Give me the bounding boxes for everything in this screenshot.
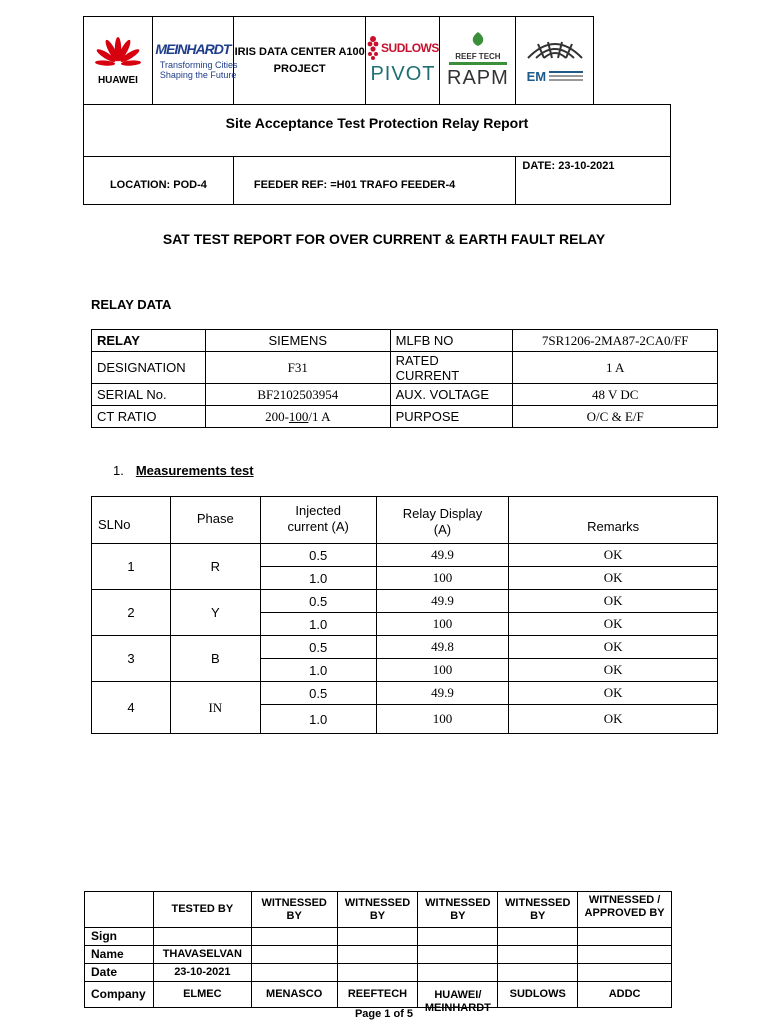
reeftech-leaf-icon: [467, 31, 489, 47]
meinhardt-tagline-1: Transforming Cities: [159, 60, 238, 70]
remarks-cell: OK: [509, 636, 718, 659]
company-line-1: MENASCO: [266, 988, 323, 1000]
sign-cell: [498, 928, 578, 946]
header-line-2: BY: [369, 909, 386, 922]
sudlows-flower-icon: [367, 35, 379, 61]
display-cell: 100: [376, 705, 509, 734]
signoff-header: [498, 892, 578, 928]
col-header-display: [376, 497, 509, 544]
ct-ratio-label: CT RATIO: [92, 406, 206, 428]
meinhardt-wordmark: MEINHARDT: [155, 41, 231, 57]
injected-cell: 1.0: [260, 659, 376, 682]
meinhardt-tagline-2: Shaping the Future: [159, 70, 237, 80]
row-label-company: Company: [85, 982, 154, 1008]
main-title: SAT TEST REPORT FOR OVER CURRENT & EARTH FAULT RELAY: [162, 231, 606, 247]
remarks-cell: OK: [509, 567, 718, 590]
sign-cell: [251, 928, 337, 946]
designation-value: F31: [205, 352, 390, 384]
ct-ratio-value: [205, 406, 390, 428]
relay-data-heading: RELAY DATA: [91, 297, 172, 312]
project-cell: [233, 17, 366, 105]
header-line-2: BY: [450, 909, 466, 922]
rated-label-line-1: RATED: [395, 352, 439, 368]
row-label-name: Name: [85, 946, 154, 964]
company-line-1: HUAWEI/: [434, 988, 482, 1001]
company-line-1: REEFTECH: [347, 988, 408, 1000]
phase-cell: R: [170, 544, 260, 590]
date-cell: [578, 964, 672, 982]
measurements-table: [91, 496, 718, 734]
relay-data-table: [91, 329, 718, 428]
date-cell: [337, 964, 418, 982]
display-cell: 100: [376, 613, 509, 636]
company-cell: [337, 982, 418, 1008]
page-number: Page 1 of 5: [354, 1008, 414, 1020]
aux-voltage-label: AUX. VOLTAGE: [390, 384, 513, 406]
date-cell: [498, 964, 578, 982]
signoff-header: [418, 892, 498, 928]
signoff-header: [578, 892, 672, 928]
display-cell: 49.9: [376, 590, 509, 613]
date-cell: [251, 964, 337, 982]
slno-cell: 3: [92, 636, 171, 682]
purpose-value: O/C & E/F: [513, 406, 718, 428]
name-cell: [337, 946, 418, 964]
project-name-line-1: IRIS DATA CENTER A100: [234, 45, 365, 58]
ct-ratio-part-a: 200-: [265, 408, 289, 424]
table-row: [92, 636, 718, 659]
meinhardt-logo-cell: [152, 17, 238, 105]
company-line-1: SUDLOWS: [509, 988, 566, 1000]
aux-voltage-value: 48 V DC: [513, 384, 718, 406]
phase-cell: IN: [170, 682, 260, 734]
header-line-2: BY: [530, 909, 546, 922]
display-cell: 49.9: [376, 544, 509, 567]
date-field: DATE: 23-10-2021: [516, 157, 671, 205]
header-line-1: WITNESSED: [505, 896, 571, 909]
name-cell: [498, 946, 578, 964]
col-header-injected: [260, 497, 376, 544]
mlfb-value: 7SR1206-2MA87-2CA0/FF: [513, 330, 718, 352]
sudlows-wordmark: SUDLOWS: [381, 41, 439, 55]
huawei-brand-text: HUAWEI: [97, 74, 138, 86]
injected-header-line-2: current (A): [287, 519, 349, 534]
name-tested-cell: THAVASELVAN: [153, 946, 251, 964]
table-row: [92, 590, 718, 613]
injected-header-line-1: Injected: [295, 503, 341, 518]
header-line-2: BY: [286, 909, 302, 922]
serial-label: SERIAL No.: [92, 384, 206, 406]
em-waves-icon: [524, 38, 586, 62]
col-header-phase: Phase: [170, 497, 260, 544]
company-cell: [578, 982, 672, 1008]
table-row: [92, 544, 718, 567]
reeftech-wordmark: REEF TECH: [455, 52, 501, 61]
col-header-remarks: Remarks: [509, 497, 718, 544]
serial-value: BF2102503954: [205, 384, 390, 406]
relay-value: SIEMENS: [205, 330, 390, 352]
signoff-corner: [85, 892, 154, 928]
reeftech-underline: [449, 62, 507, 65]
injected-cell: 0.5: [260, 544, 376, 567]
sign-cell: [153, 928, 251, 946]
section-number: 1.: [113, 463, 124, 478]
display-header-line-2: (A): [433, 522, 452, 537]
rated-current-value: 1 A: [513, 352, 718, 384]
slno-cell: 4: [92, 682, 171, 734]
table-row: [92, 682, 718, 705]
remarks-cell: OK: [509, 590, 718, 613]
huawei-logo-cell: [84, 17, 153, 105]
date-cell: [418, 964, 498, 982]
sign-cell: [578, 928, 672, 946]
measurements-section-heading: [113, 463, 254, 478]
rated-label-line-2: CURRENT: [395, 367, 460, 383]
header-table: [83, 16, 671, 205]
display-cell: 49.9: [376, 682, 509, 705]
display-cell: 100: [376, 567, 509, 590]
feeder-ref-field: FEEDER REF: =H01 TRAFO FEEDER-4: [233, 157, 516, 205]
section-title: Measurements test: [135, 463, 254, 478]
header-line-1: WITNESSED: [344, 896, 411, 909]
remarks-cell: OK: [509, 682, 718, 705]
company-line-1: ADDC: [608, 988, 641, 1000]
injected-cell: 0.5: [260, 590, 376, 613]
signoff-header: [337, 892, 418, 928]
header-line-2: APPROVED BY: [584, 907, 665, 919]
ct-ratio-part-c: /1 A: [308, 408, 331, 424]
remarks-cell: OK: [509, 659, 718, 682]
header-line-1: WITNESSED: [425, 896, 491, 909]
company-cell: [418, 982, 498, 1014]
report-title: Site Acceptance Test Protection Relay Report: [84, 105, 671, 157]
header-line-1: WITNESSED /: [588, 894, 661, 906]
pivot-wordmark: PIVOT: [370, 63, 436, 85]
slno-cell: 2: [92, 590, 171, 636]
remarks-cell: OK: [509, 613, 718, 636]
display-cell: 100: [376, 659, 509, 682]
location-field: LOCATION: POD-4: [84, 157, 234, 205]
date-tested-cell: 23-10-2021: [153, 964, 251, 982]
rapm-wordmark: RAPM: [447, 67, 509, 89]
company-line-2: MEINHARDT: [424, 1001, 491, 1014]
signoff-header: [153, 892, 251, 928]
display-header-line-1: Relay Display: [402, 506, 483, 521]
injected-cell: 0.5: [260, 636, 376, 659]
slno-cell: 1: [92, 544, 171, 590]
phase-cell: Y: [170, 590, 260, 636]
row-label-sign: Sign: [85, 928, 154, 946]
company-cell: [498, 982, 578, 1008]
em-logo-cell: [516, 17, 594, 105]
em-wordmark: EM: [526, 68, 547, 84]
project-name-line-2: PROJECT: [273, 62, 326, 75]
injected-cell: 1.0: [260, 613, 376, 636]
col-header-slno: SLNo: [92, 497, 171, 544]
em-fine-print: [549, 69, 583, 83]
company-line-1: ELMEC: [183, 988, 222, 1000]
injected-cell: 1.0: [260, 567, 376, 590]
huawei-logo-icon: [95, 36, 141, 70]
sudlows-pivot-logo-cell: [366, 17, 440, 105]
sign-cell: [418, 928, 498, 946]
row-label-date: Date: [85, 964, 154, 982]
remarks-cell: OK: [509, 544, 718, 567]
relay-label: RELAY: [92, 330, 206, 352]
reeftech-rapm-logo-cell: [440, 17, 516, 105]
designation-label: DESIGNATION: [92, 352, 206, 384]
header-line-1: TESTED BY: [171, 903, 234, 915]
header-line-1: WITNESSED: [261, 896, 327, 909]
signoff-header: [251, 892, 337, 928]
rated-current-label: [390, 352, 513, 384]
display-cell: 49.8: [376, 636, 509, 659]
injected-cell: 0.5: [260, 682, 376, 705]
sign-cell: [337, 928, 418, 946]
phase-cell: B: [170, 636, 260, 682]
name-cell: [251, 946, 337, 964]
name-cell: [418, 946, 498, 964]
remarks-cell: OK: [509, 705, 718, 734]
company-cell: [153, 982, 251, 1008]
mlfb-label: MLFB NO: [390, 330, 513, 352]
company-cell: [251, 982, 337, 1008]
ct-ratio-part-b: 100: [288, 408, 309, 424]
injected-cell: 1.0: [260, 705, 376, 734]
name-cell: [578, 946, 672, 964]
purpose-label: PURPOSE: [390, 406, 513, 428]
